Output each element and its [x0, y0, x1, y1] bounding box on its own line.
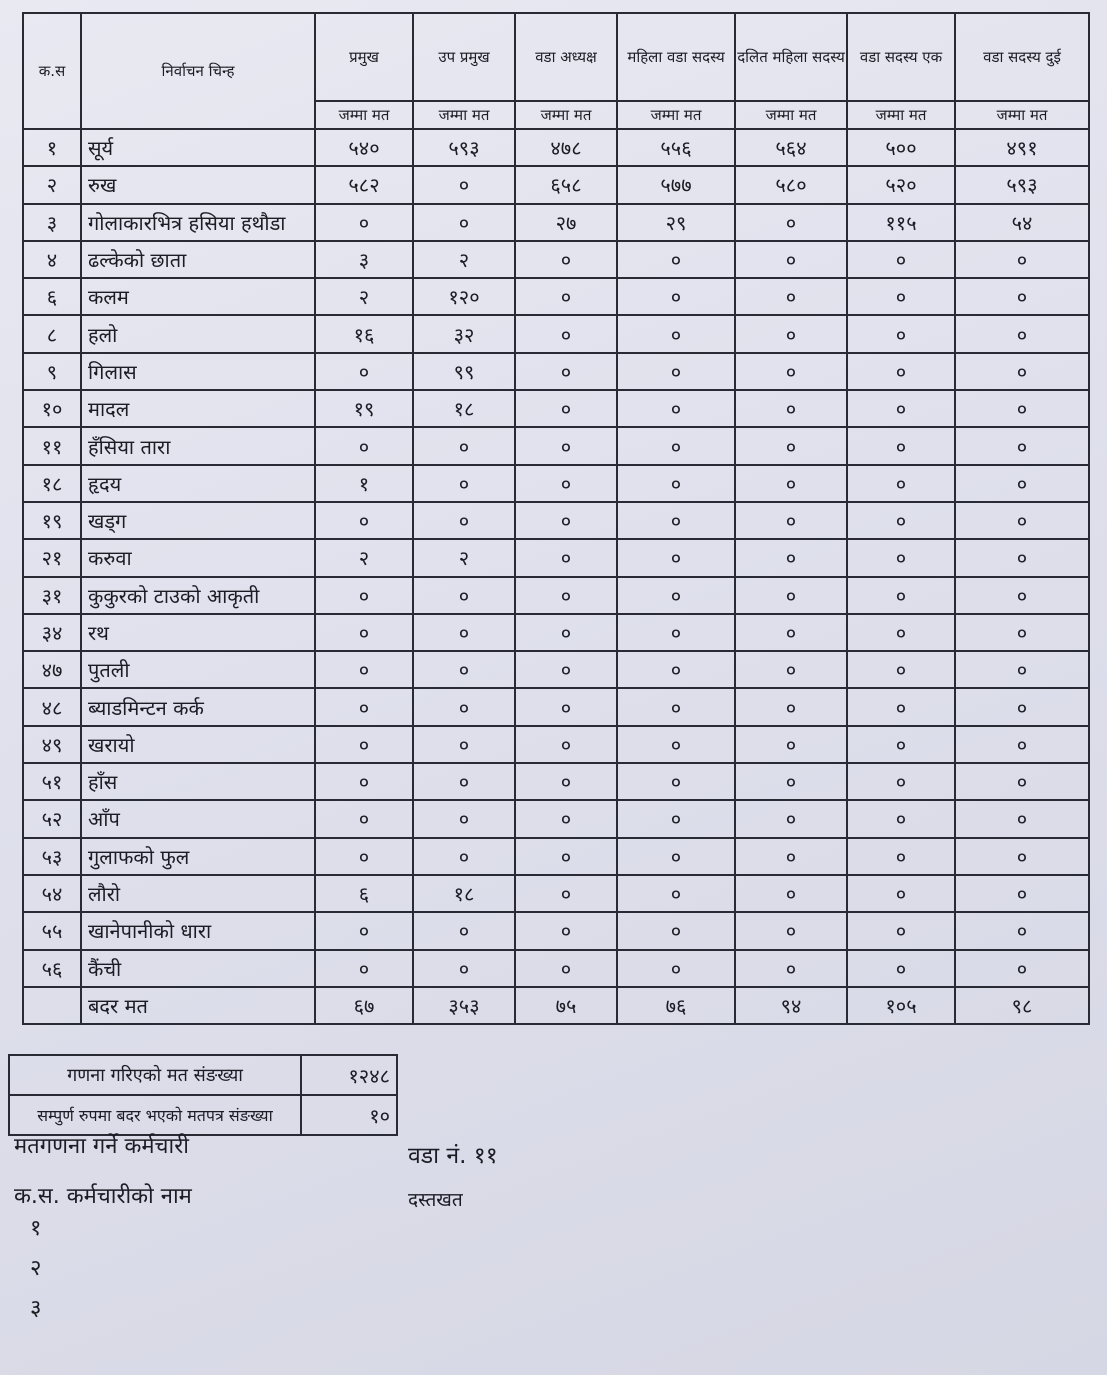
row-sn: २१ — [23, 539, 81, 576]
vote-cell: ० — [955, 465, 1089, 502]
vote-cell: ० — [735, 390, 847, 427]
totals-table — [8, 1054, 398, 1136]
row-sn: ३१ — [23, 577, 81, 614]
vote-cell: ० — [413, 427, 515, 464]
vote-cell: ४७८ — [515, 129, 617, 166]
invalid-vote-cell: ९४ — [735, 987, 847, 1024]
row-sn: ११ — [23, 427, 81, 464]
vote-cell: ० — [955, 353, 1089, 390]
row-symbol: ब्याडमिन्टन कर्क — [81, 688, 315, 725]
header-total-votes: जम्मा मत — [617, 101, 735, 129]
row-symbol: रुख — [81, 166, 315, 203]
row-symbol: कैंची — [81, 950, 315, 987]
vote-cell: ० — [617, 390, 735, 427]
row-symbol: हलो — [81, 315, 315, 352]
vote-cell: ० — [847, 315, 955, 352]
vote-cell: ० — [735, 688, 847, 725]
vote-cell: ० — [955, 278, 1089, 315]
vote-cell: ० — [955, 763, 1089, 800]
row-sn: ४९ — [23, 726, 81, 763]
vote-cell: ० — [515, 315, 617, 352]
vote-cell: २ — [413, 539, 515, 576]
table-row — [23, 912, 1089, 949]
vote-cell: ० — [515, 353, 617, 390]
vote-cell: ६ — [315, 875, 413, 912]
vote-cell: ० — [515, 465, 617, 502]
vote-cell: ० — [735, 465, 847, 502]
vote-cell: ० — [617, 278, 735, 315]
header-position: वडा अध्यक्ष — [515, 13, 617, 101]
row-symbol: गिलास — [81, 353, 315, 390]
vote-cell: ० — [315, 688, 413, 725]
vote-cell: १६ — [315, 315, 413, 352]
vote-cell: ० — [847, 763, 955, 800]
invalid-vote-cell: १०५ — [847, 987, 955, 1024]
row-symbol: रथ — [81, 614, 315, 651]
table-row — [23, 502, 1089, 539]
vote-cell: ० — [847, 950, 955, 987]
vote-cell: ० — [617, 875, 735, 912]
header-position: वडा सदस्य दुई — [955, 13, 1089, 101]
vote-cell: ० — [735, 241, 847, 278]
vote-cell: ० — [315, 353, 413, 390]
vote-cell: ० — [413, 166, 515, 203]
vote-cell: ० — [955, 838, 1089, 875]
signature-column: दस्तखत — [408, 1189, 463, 1211]
vote-cell: ० — [955, 390, 1089, 427]
row-symbol: पुतली — [81, 651, 315, 688]
vote-cell: ० — [735, 204, 847, 241]
vote-cell: २ — [315, 539, 413, 576]
table-row — [23, 651, 1089, 688]
vote-cell: ० — [735, 502, 847, 539]
row-sn — [23, 987, 81, 1024]
invalid-votes-row — [23, 987, 1089, 1024]
vote-cell: ० — [955, 651, 1089, 688]
vote-cell: ० — [847, 502, 955, 539]
row-sn: १० — [23, 390, 81, 427]
row-symbol: मादल — [81, 390, 315, 427]
counted-votes-value: १२४८ — [301, 1055, 397, 1095]
vote-cell: ९९ — [413, 353, 515, 390]
vote-cell: ० — [617, 614, 735, 651]
vote-cell: ५०० — [847, 129, 955, 166]
ward-number: वडा नं. ११ — [408, 1143, 498, 1169]
vote-cell: ५४० — [315, 129, 413, 166]
vote-cell: ० — [315, 800, 413, 837]
vote-cell: ० — [617, 353, 735, 390]
vote-cell: ० — [413, 950, 515, 987]
invalid-ballots-label: सम्पुर्ण रुपमा बदर भएको मतपत्र संङख्या — [9, 1095, 301, 1135]
vote-cell: ० — [617, 427, 735, 464]
vote-cell: ० — [735, 315, 847, 352]
header-symbol: निर्वाचन चिन्ह — [81, 13, 315, 129]
row-sn: ६ — [23, 278, 81, 315]
vote-cell: २ — [315, 278, 413, 315]
row-symbol: गोलाकारभित्र हसिया हथौडा — [81, 204, 315, 241]
vote-cell: ० — [617, 241, 735, 278]
row-sn: २ — [23, 166, 81, 203]
vote-cell: १८ — [413, 390, 515, 427]
staff-heading: मतगणना गर्ने कर्मचारी — [14, 1134, 189, 1159]
vote-cell: ० — [955, 688, 1089, 725]
vote-cell: ० — [847, 838, 955, 875]
vote-cell: ० — [515, 763, 617, 800]
vote-cell: ० — [847, 726, 955, 763]
header-position: उप प्रमुख — [413, 13, 515, 101]
vote-cell: ५९३ — [955, 166, 1089, 203]
table-row — [23, 539, 1089, 576]
row-sn: ४८ — [23, 688, 81, 725]
vote-cell: ० — [515, 278, 617, 315]
table-row — [23, 800, 1089, 837]
vote-cell: ० — [735, 800, 847, 837]
header-sn: क.स — [23, 13, 81, 129]
invalid-votes-label: बदर मत — [81, 987, 315, 1024]
vote-cell: ० — [955, 800, 1089, 837]
vote-cell: ० — [735, 838, 847, 875]
table-row — [23, 204, 1089, 241]
header-total-votes: जम्मा मत — [413, 101, 515, 129]
row-sn: ५४ — [23, 875, 81, 912]
row-symbol: कुकुरको टाउको आकृती — [81, 577, 315, 614]
row-symbol: ढल्केको छाता — [81, 241, 315, 278]
vote-cell: ० — [617, 465, 735, 502]
vote-cell: ० — [955, 502, 1089, 539]
vote-cell: २ — [413, 241, 515, 278]
vote-cell: ० — [735, 875, 847, 912]
vote-cell: ५५६ — [617, 129, 735, 166]
row-sn: ५२ — [23, 800, 81, 837]
vote-cell: ० — [955, 539, 1089, 576]
vote-cell: ० — [515, 688, 617, 725]
vote-cell: ० — [847, 614, 955, 651]
row-sn: ३४ — [23, 614, 81, 651]
table-row — [23, 427, 1089, 464]
vote-cell: ० — [847, 539, 955, 576]
vote-cell: ० — [735, 577, 847, 614]
vote-cell: ० — [735, 278, 847, 315]
table-row — [23, 688, 1089, 725]
table-row — [23, 241, 1089, 278]
table-row — [23, 614, 1089, 651]
vote-cell: ० — [515, 539, 617, 576]
vote-cell: ५८० — [735, 166, 847, 203]
vote-cell: ० — [315, 912, 413, 949]
vote-cell: ६५८ — [515, 166, 617, 203]
vote-cell: ० — [955, 427, 1089, 464]
vote-cell: ० — [413, 651, 515, 688]
invalid-ballots-value: १० — [301, 1095, 397, 1135]
staff-number: ३ — [30, 1296, 42, 1321]
vote-cell: ० — [735, 539, 847, 576]
invalid-vote-cell: ७५ — [515, 987, 617, 1024]
row-symbol: खड्ग — [81, 502, 315, 539]
row-sn: ५५ — [23, 912, 81, 949]
vote-cell: ० — [413, 726, 515, 763]
row-symbol: हँसिया तारा — [81, 427, 315, 464]
vote-cell: ० — [617, 763, 735, 800]
vote-cell: ० — [315, 204, 413, 241]
vote-cell: ० — [847, 390, 955, 427]
table-row — [23, 838, 1089, 875]
row-sn: ४ — [23, 241, 81, 278]
vote-cell: ० — [955, 241, 1089, 278]
table-row — [23, 129, 1089, 166]
staff-name-column: क.स. कर्मचारीको नाम — [14, 1184, 192, 1209]
vote-cell: ० — [735, 912, 847, 949]
row-symbol: करुवा — [81, 539, 315, 576]
row-symbol: हाँस — [81, 763, 315, 800]
vote-cell: ० — [315, 763, 413, 800]
vote-cell: ३ — [315, 241, 413, 278]
table-row — [23, 166, 1089, 203]
vote-cell: ० — [847, 800, 955, 837]
vote-cell: ० — [847, 651, 955, 688]
vote-cell: ० — [847, 912, 955, 949]
vote-cell: ० — [847, 875, 955, 912]
vote-cell: ० — [847, 278, 955, 315]
vote-cell: ० — [315, 502, 413, 539]
vote-cell: १९ — [315, 390, 413, 427]
vote-cell: ० — [735, 763, 847, 800]
row-sn: १९ — [23, 502, 81, 539]
vote-cell: ० — [413, 912, 515, 949]
vote-cell: ० — [413, 614, 515, 651]
vote-cell: ० — [617, 315, 735, 352]
vote-cell: ० — [315, 577, 413, 614]
vote-cell: ० — [413, 763, 515, 800]
vote-cell: ० — [413, 577, 515, 614]
vote-cell: २९ — [617, 204, 735, 241]
vote-cell: ० — [955, 577, 1089, 614]
vote-cell: ० — [617, 950, 735, 987]
invalid-vote-cell: ६७ — [315, 987, 413, 1024]
row-symbol: लौरो — [81, 875, 315, 912]
vote-cell: ० — [847, 688, 955, 725]
vote-cell: ० — [515, 800, 617, 837]
vote-cell: ० — [847, 427, 955, 464]
vote-cell: ० — [617, 539, 735, 576]
vote-cell: ० — [515, 577, 617, 614]
vote-cell: ० — [735, 726, 847, 763]
header-position: प्रमुख — [315, 13, 413, 101]
vote-cell: ५८२ — [315, 166, 413, 203]
vote-cell: ० — [735, 950, 847, 987]
vote-cell: ० — [735, 427, 847, 464]
vote-cell: ० — [413, 204, 515, 241]
vote-cell: ० — [315, 950, 413, 987]
header-total-votes: जम्मा मत — [847, 101, 955, 129]
vote-cell: ० — [955, 315, 1089, 352]
invalid-vote-cell: ३५३ — [413, 987, 515, 1024]
table-row — [23, 763, 1089, 800]
row-symbol: सूर्य — [81, 129, 315, 166]
row-symbol: आँप — [81, 800, 315, 837]
vote-cell: ० — [955, 912, 1089, 949]
table-row — [23, 577, 1089, 614]
staff-number: २ — [30, 1256, 42, 1281]
vote-cell: ० — [515, 950, 617, 987]
table-row — [23, 390, 1089, 427]
row-symbol: हृदय — [81, 465, 315, 502]
table-row — [23, 353, 1089, 390]
vote-cell: ० — [617, 651, 735, 688]
row-sn: ५३ — [23, 838, 81, 875]
vote-cell: ० — [413, 502, 515, 539]
vote-cell: ० — [515, 912, 617, 949]
vote-cell: ० — [955, 950, 1089, 987]
vote-cell: ० — [955, 614, 1089, 651]
vote-cell: ० — [515, 427, 617, 464]
vote-cell: ० — [413, 800, 515, 837]
header-total-votes: जम्मा मत — [955, 101, 1089, 129]
results-table — [22, 12, 1090, 1025]
vote-cell: ० — [315, 427, 413, 464]
table-row — [23, 465, 1089, 502]
vote-cell: ० — [413, 838, 515, 875]
vote-cell: ० — [735, 353, 847, 390]
table-row — [23, 278, 1089, 315]
vote-cell: ० — [315, 614, 413, 651]
vote-cell: ० — [315, 651, 413, 688]
invalid-vote-cell: ९८ — [955, 987, 1089, 1024]
row-sn: १८ — [23, 465, 81, 502]
vote-cell: २७ — [515, 204, 617, 241]
vote-cell: ० — [515, 726, 617, 763]
vote-cell: ० — [955, 726, 1089, 763]
row-sn: ५६ — [23, 950, 81, 987]
vote-cell: ४९१ — [955, 129, 1089, 166]
vote-cell: ० — [315, 838, 413, 875]
header-position: महिला वडा सदस्य — [617, 13, 735, 101]
vote-cell: ० — [315, 726, 413, 763]
vote-cell: ११५ — [847, 204, 955, 241]
vote-cell: ३२ — [413, 315, 515, 352]
vote-cell: ५२० — [847, 166, 955, 203]
table-row — [23, 950, 1089, 987]
vote-cell: ० — [515, 875, 617, 912]
invalid-vote-cell: ७६ — [617, 987, 735, 1024]
table-row — [23, 875, 1089, 912]
vote-cell: ० — [617, 912, 735, 949]
vote-cell: ० — [617, 688, 735, 725]
vote-cell: ० — [847, 465, 955, 502]
header-total-votes: जम्मा मत — [515, 101, 617, 129]
row-sn: ८ — [23, 315, 81, 352]
row-symbol: खरायो — [81, 726, 315, 763]
table-row — [23, 726, 1089, 763]
header-position: वडा सदस्य एक — [847, 13, 955, 101]
vote-cell: ० — [515, 390, 617, 427]
vote-cell: ० — [847, 353, 955, 390]
vote-cell: ० — [617, 502, 735, 539]
vote-cell: ० — [847, 577, 955, 614]
staff-number: १ — [30, 1216, 42, 1241]
row-sn: ४७ — [23, 651, 81, 688]
vote-cell: ५४ — [955, 204, 1089, 241]
vote-cell: ० — [515, 502, 617, 539]
vote-cell: ५९३ — [413, 129, 515, 166]
row-sn: ५१ — [23, 763, 81, 800]
row-sn: ३ — [23, 204, 81, 241]
vote-cell: ० — [955, 875, 1089, 912]
row-symbol: गुलाफको फुल — [81, 838, 315, 875]
vote-cell: ० — [617, 838, 735, 875]
vote-cell: १८ — [413, 875, 515, 912]
vote-cell: १ — [315, 465, 413, 502]
vote-cell: ० — [847, 241, 955, 278]
vote-cell: ० — [617, 800, 735, 837]
row-sn: १ — [23, 129, 81, 166]
vote-cell: ० — [617, 726, 735, 763]
vote-cell: ० — [735, 614, 847, 651]
header-total-votes: जम्मा मत — [735, 101, 847, 129]
vote-cell: ० — [617, 577, 735, 614]
vote-cell: ० — [515, 614, 617, 651]
vote-cell: ० — [515, 838, 617, 875]
vote-cell: ० — [515, 241, 617, 278]
vote-cell: ० — [735, 651, 847, 688]
row-sn: ९ — [23, 353, 81, 390]
vote-cell: ० — [413, 688, 515, 725]
table-row — [23, 315, 1089, 352]
header-total-votes: जम्मा मत — [315, 101, 413, 129]
vote-cell: १२० — [413, 278, 515, 315]
vote-cell: ० — [413, 465, 515, 502]
vote-cell: ५६४ — [735, 129, 847, 166]
counted-votes-label: गणना गरिएको मत संङख्या — [9, 1055, 301, 1095]
header-position: दलित महिला सदस्य — [735, 13, 847, 101]
vote-cell: ५७७ — [617, 166, 735, 203]
vote-cell: ० — [515, 651, 617, 688]
row-symbol: खानेपानीको धारा — [81, 912, 315, 949]
row-symbol: कलम — [81, 278, 315, 315]
